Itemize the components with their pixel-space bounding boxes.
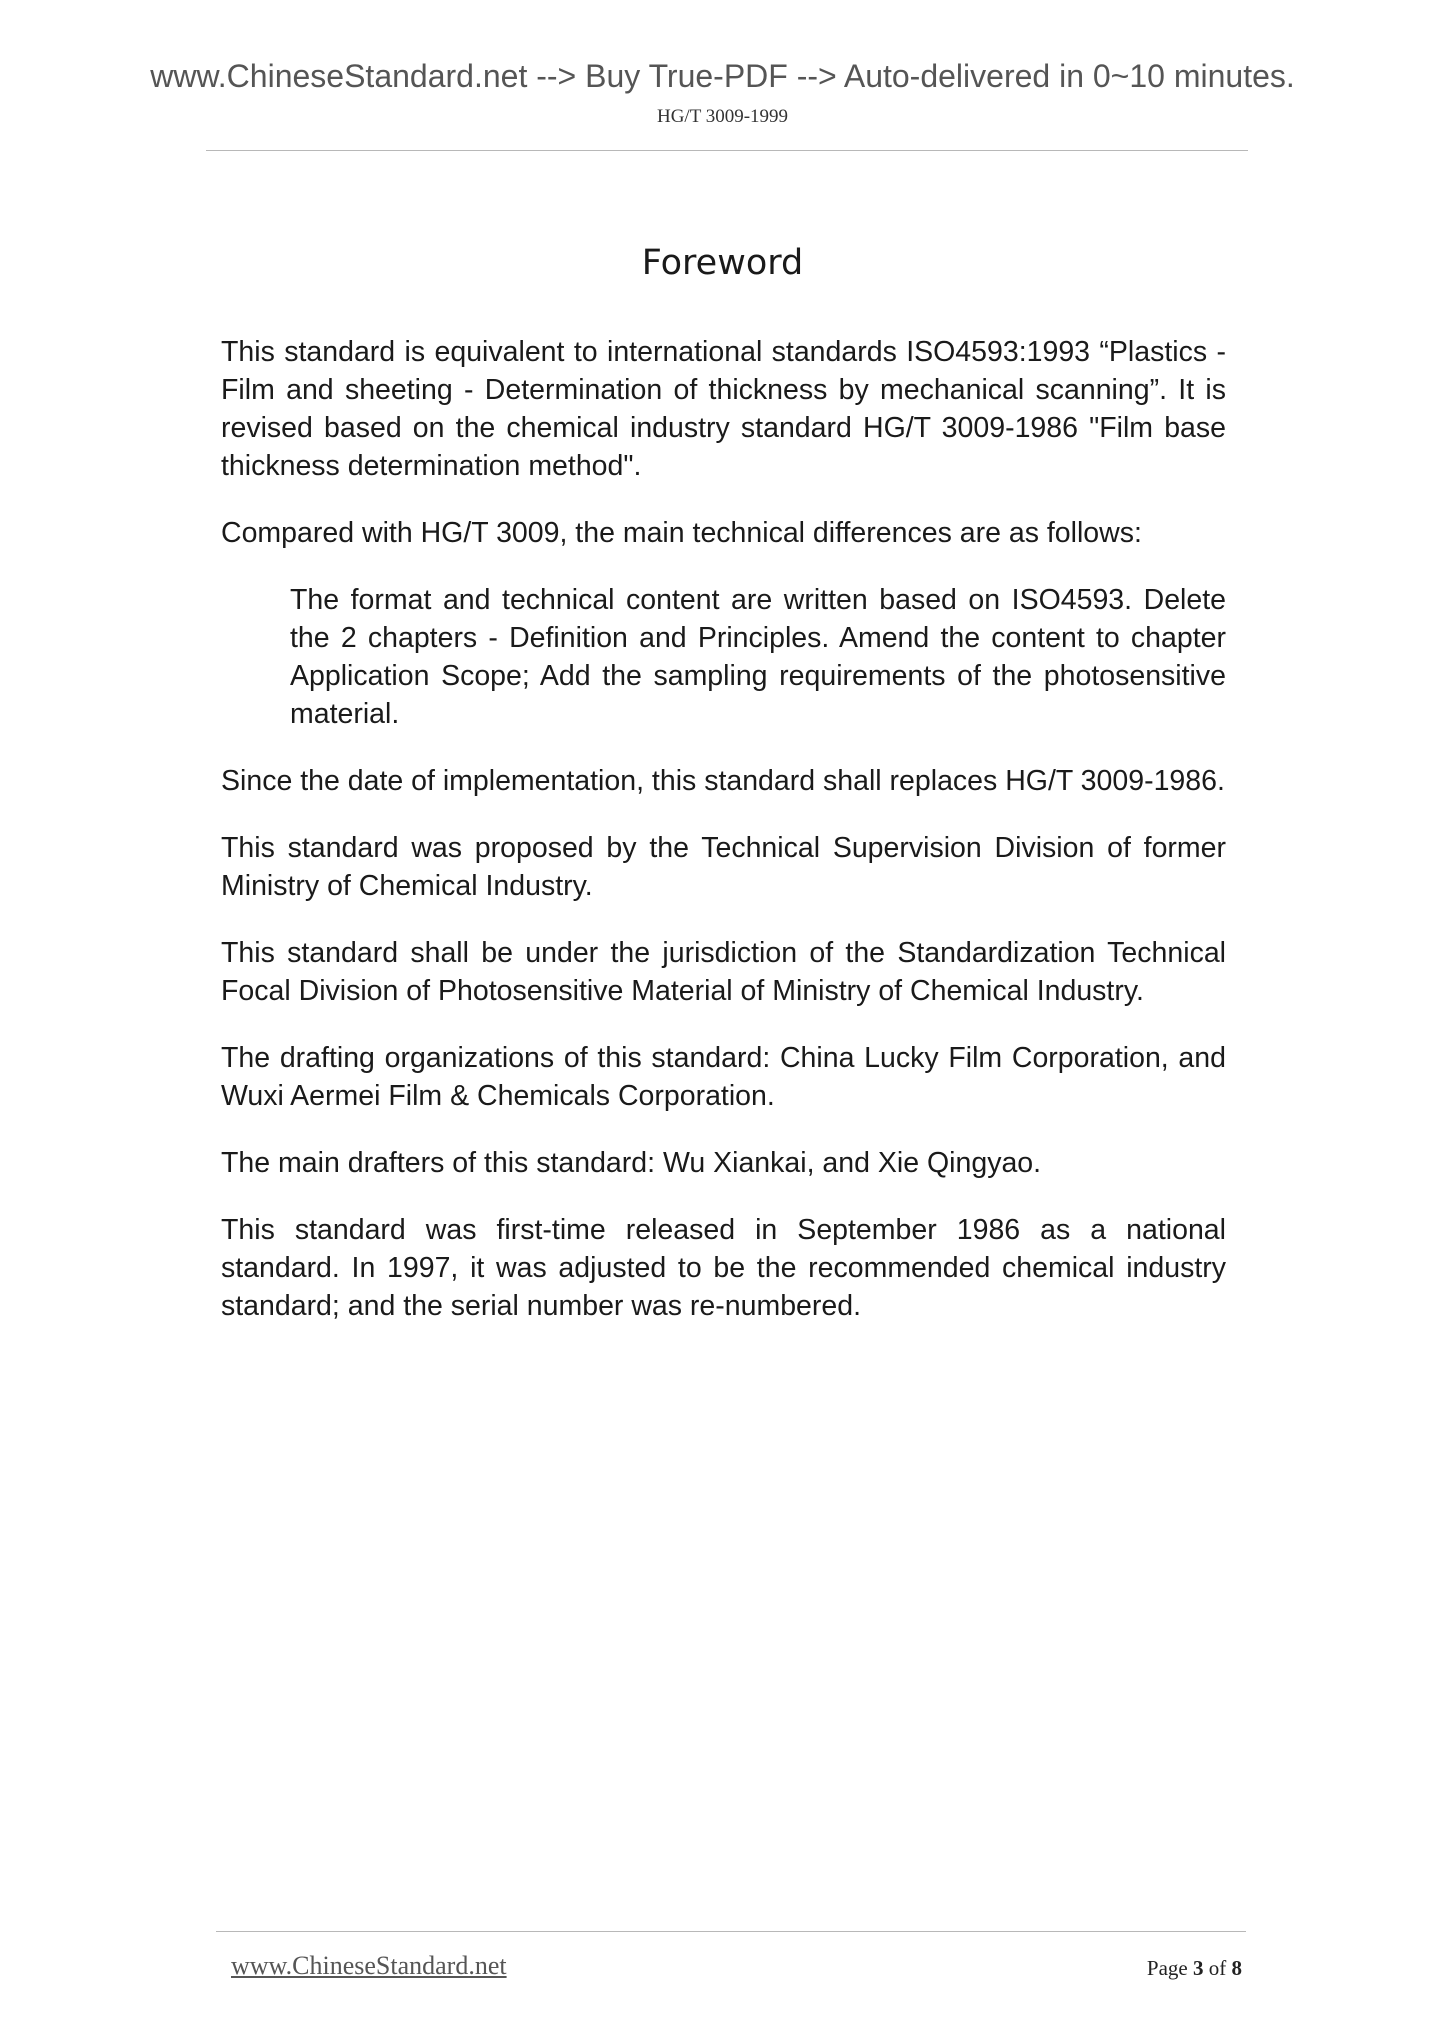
document-body <box>221 333 1226 1354</box>
standard-code: HG/T 3009-1999 <box>656 106 789 127</box>
paragraph-release-history: This standard was first-time released in September 1986 as a national standard. In 1997, it was adjusted to be the recommended chemical industry standard; and the serial number was re-numbered. <box>221 1214 1226 1322</box>
footer-website-link[interactable]: www.ChineseStandard.net <box>231 1951 507 1980</box>
paragraph-replacement: Since the date of implementation, this standard shall replaces HG/T 3009-1986. <box>221 765 1225 797</box>
header-divider <box>206 150 1248 151</box>
banner-text[interactable]: www.ChineseStandard.net --> Buy True-PDF --> Auto-delivered in 0~10 minutes. <box>150 58 1295 94</box>
paragraph-proposed-by: This standard was proposed by the Technical Supervision Division of former Ministry of Chemical Industry. <box>221 832 1226 902</box>
page-of: of <box>1208 1956 1227 1980</box>
page-number <box>1147 1955 1242 1981</box>
paragraph-differences-detail: The format and technical content are written based on ISO4593. Delete the 2 chapters - Definition and Principles. Amend the content to chapter Application Scope; Add the sampling requirements of the photosensitive material. <box>290 584 1226 730</box>
page-label: Page <box>1146 1956 1188 1980</box>
paragraph-differences-intro: Compared with HG/T 3009, the main technical differences are as follows: <box>221 517 1142 549</box>
page-current: 3 <box>1193 1956 1204 1980</box>
paragraph-equivalence: This standard is equivalent to international standards ISO4593:1993 “Plastics - Film and sheeting - Determination of thickness by mechanical scanning”. It is revised based on the chemical industry standard HG/T 3009-1986 "Film base thickness determination method". <box>221 336 1226 482</box>
page-title: Foreword <box>641 243 804 283</box>
paragraph-main-drafters: The main drafters of this standard: Wu Xiankai, and Xie Qingyao. <box>221 1147 1042 1179</box>
footer-divider <box>216 1931 1246 1932</box>
paragraph-drafting-organizations: The drafting organizations of this standard: China Lucky Film Corporation, and Wuxi Aermei Film & Chemicals Corporation. <box>221 1042 1226 1112</box>
page-total: 8 <box>1231 1956 1242 1980</box>
paragraph-jurisdiction: This standard shall be under the jurisdiction of the Standardization Technical Focal Division of Photosensitive Material of Ministry of Chemical Industry. <box>221 937 1226 1007</box>
